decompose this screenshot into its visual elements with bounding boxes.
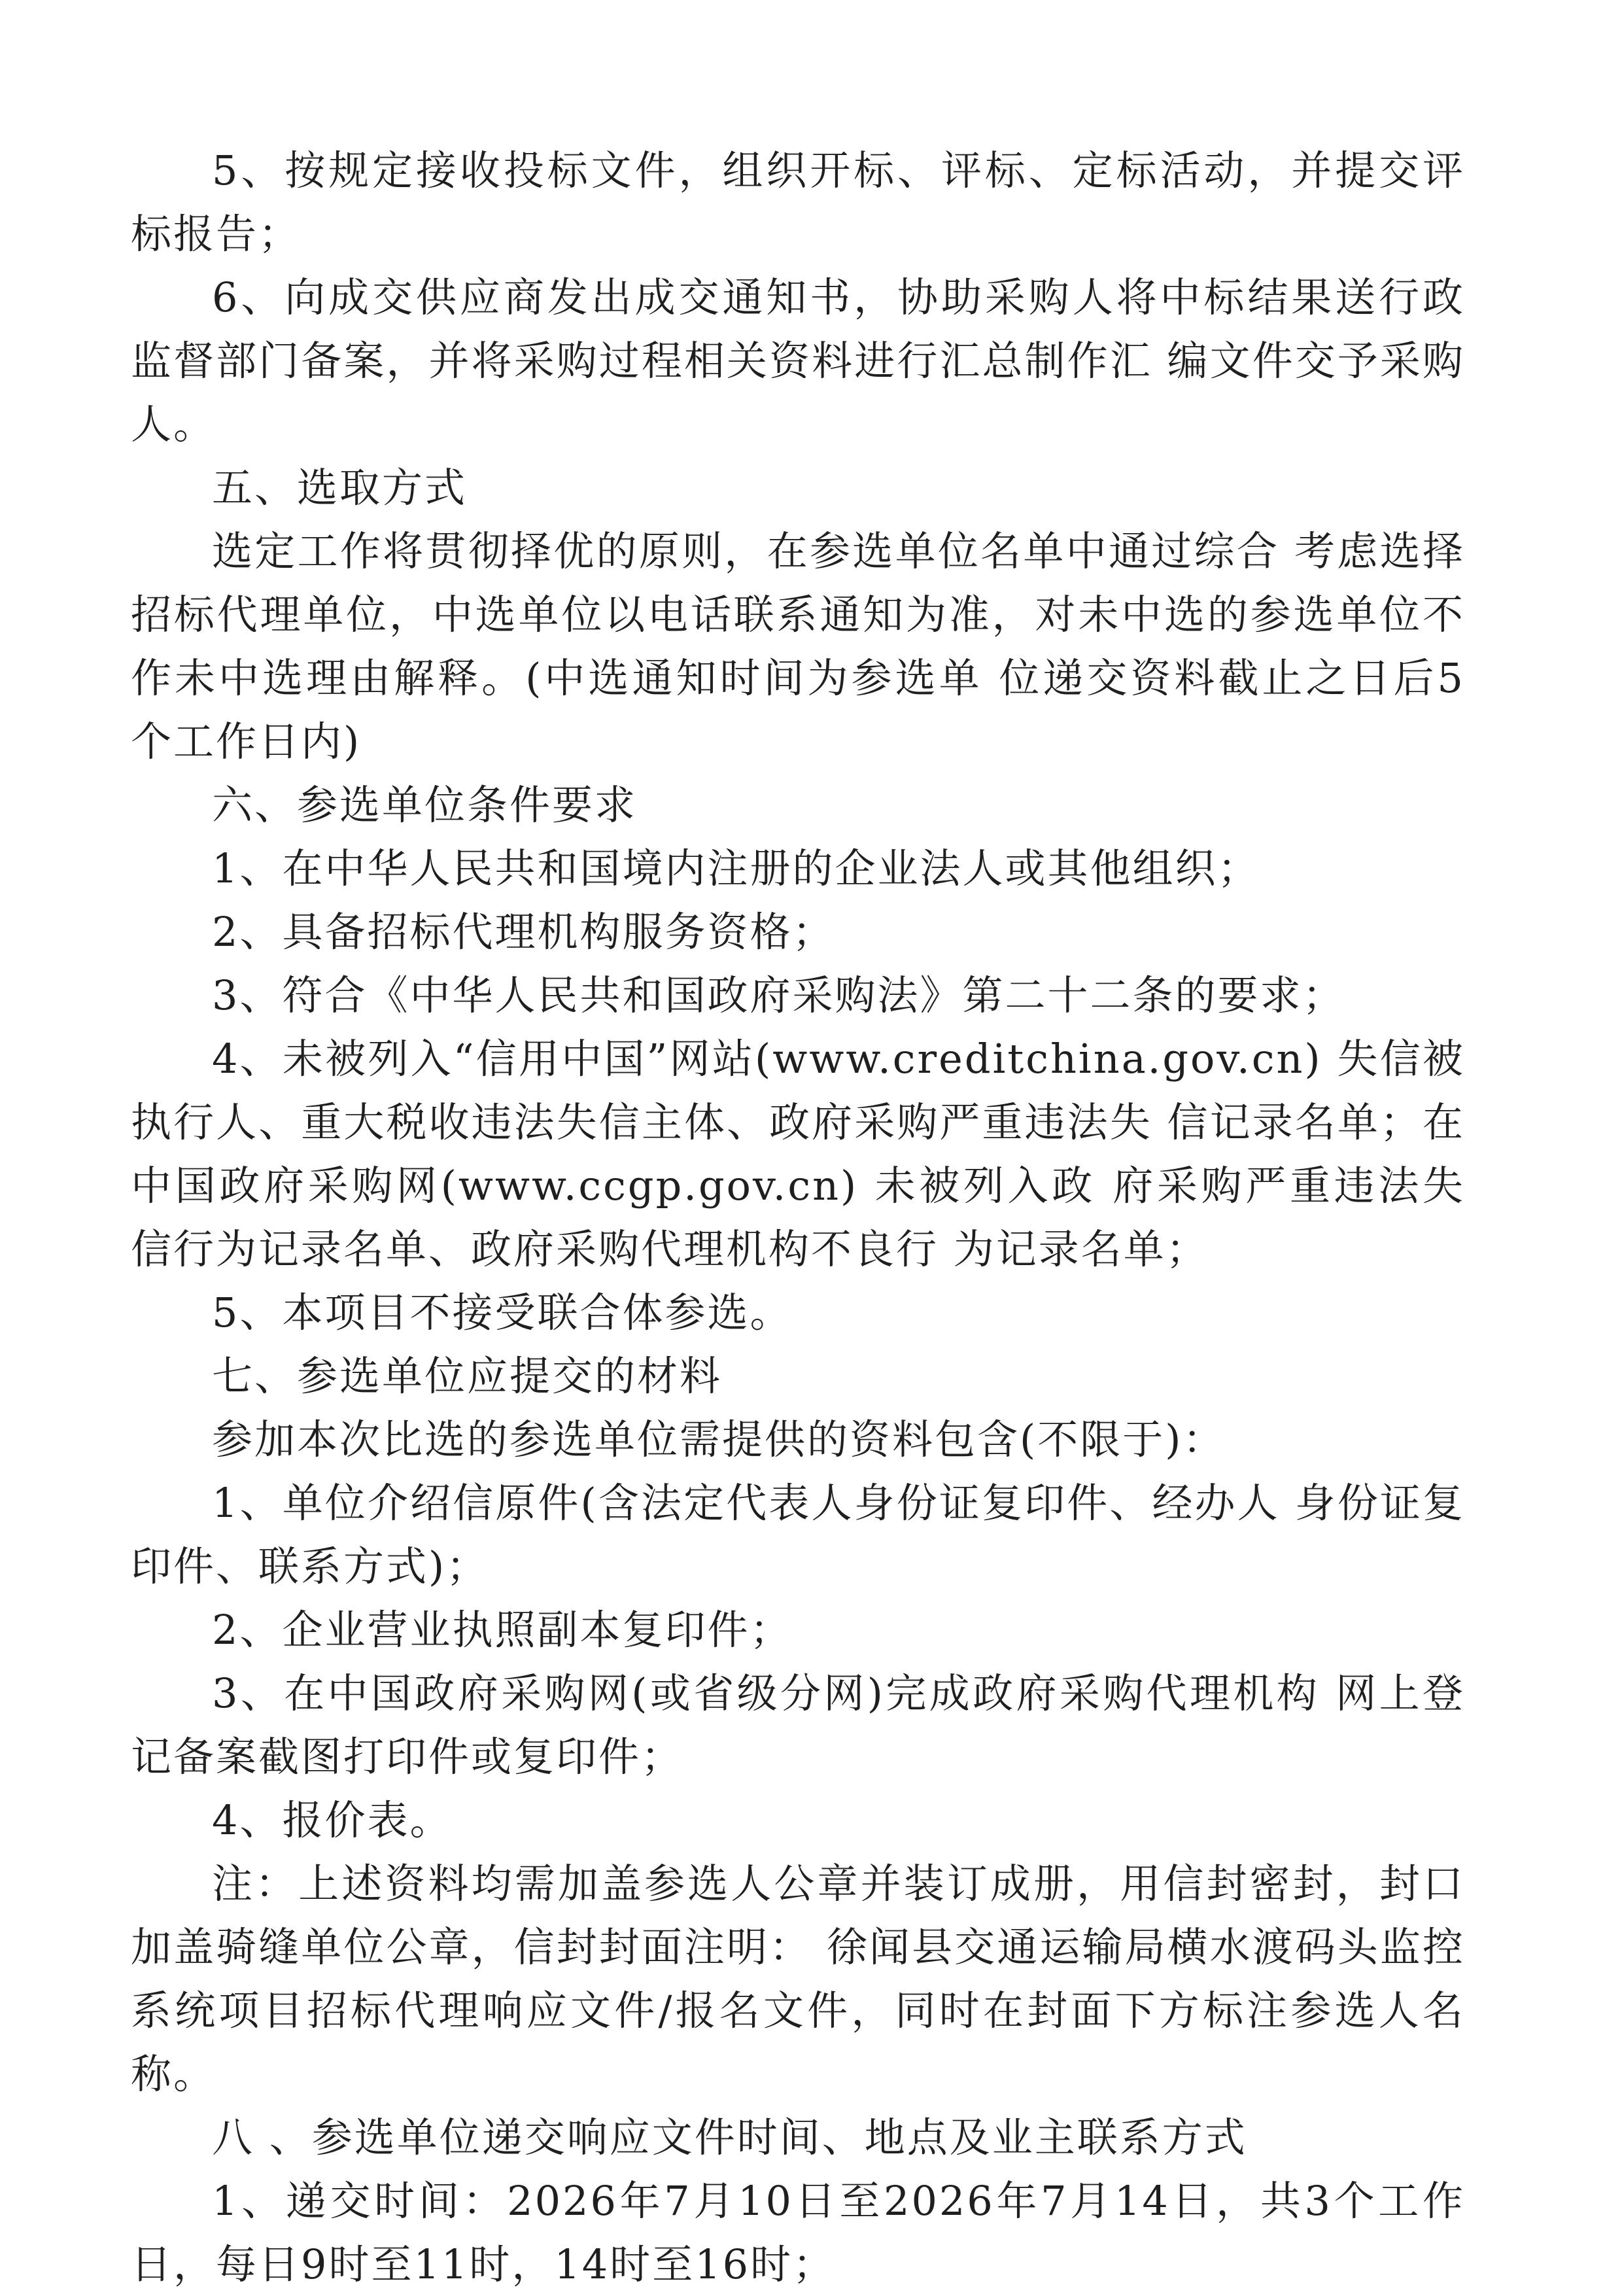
note-paragraph: 注：上述资料均需加盖参选人公章并装订成册，用信封密封，封口加盖骑缝单位公章，信封封面注明： 徐闻县交通运输局横水渡码头监控系统项目招标代理响应文件/报名文件，同时在封面下方标注参选人名称。 [131,1860,1465,2098]
item-6-notification: 6、向成交供应商发出成交通知书，协助采购人将中标结果送行政监督部门备案，并将采购过程相关资料进行汇总制作汇 编文件交予采购人。 [131,273,1465,448]
item-5-bid-evaluation: 5、按规定接收投标文件，组织开标、评标、定标活动，并提交评标报告； [131,147,1465,258]
requirement-2: 2、具备招标代理机构服务资格； [212,908,835,956]
requirement-1: 1、在中华人民共和国境内注册的企业法人或其他组织； [212,844,1260,892]
material-2: 2、企业营业执照副本复印件； [212,1606,793,1654]
section-7-heading: 七、参选单位应提交的材料 [212,1352,723,1400]
material-3: 3、在中国政府采购网(或省级分网)完成政府采购代理机构 网上登记备案截图打印件或复印件； [131,1669,1465,1781]
section-5-heading: 五、选取方式 [212,464,468,512]
section-8-heading: 八 、参选单位递交响应文件时间、地点及业主联系方式 [212,2113,1247,2161]
material-1: 1、单位介绍信原件(含法定代表人身份证复印件、经办人 身份证复印件、联系方式)； [131,1479,1465,1590]
requirement-3: 3、符合《中华人民共和国政府采购法》第二十二条的要求； [212,971,1345,1019]
materials-intro: 参加本次比选的参选单位需提供的资料包含(不限于)： [212,1416,1226,1463]
submission-time: 1、递交时间：2026年7月10日至2026年7月14日，共3个工作日，每日9时至11时，14时至16时； [131,2177,1465,2288]
selection-method-paragraph: 选定工作将贯彻择优的原则，在参选单位名单中通过综合 考虑选择招标代理单位，中选单位以电话联系通知为准，对未中选的参选单位不作未中选理由解释。(中选通知时间为参选单 位递交资料截止之日后5个工作日内) [131,527,1465,765]
section-6-heading: 六、参选单位条件要求 [212,781,638,829]
material-4: 4、报价表。 [212,1796,453,1844]
document-body [131,139,1465,2296]
requirement-5: 5、本项目不接受联合体参选。 [212,1289,793,1336]
requirement-4: 4、未被列入“信用中国”网站(www.creditchina.gov.cn) 失信被执行人、重大税收违法失信主体、政府采购严重违法失 信记录名单；在中国政府采购网(www.ccgp.gov.cn) 未被列入政 府采购严重违法失信行为记录名单、政府采购代理机构不良行 为记录名单； [131,1035,1465,1273]
